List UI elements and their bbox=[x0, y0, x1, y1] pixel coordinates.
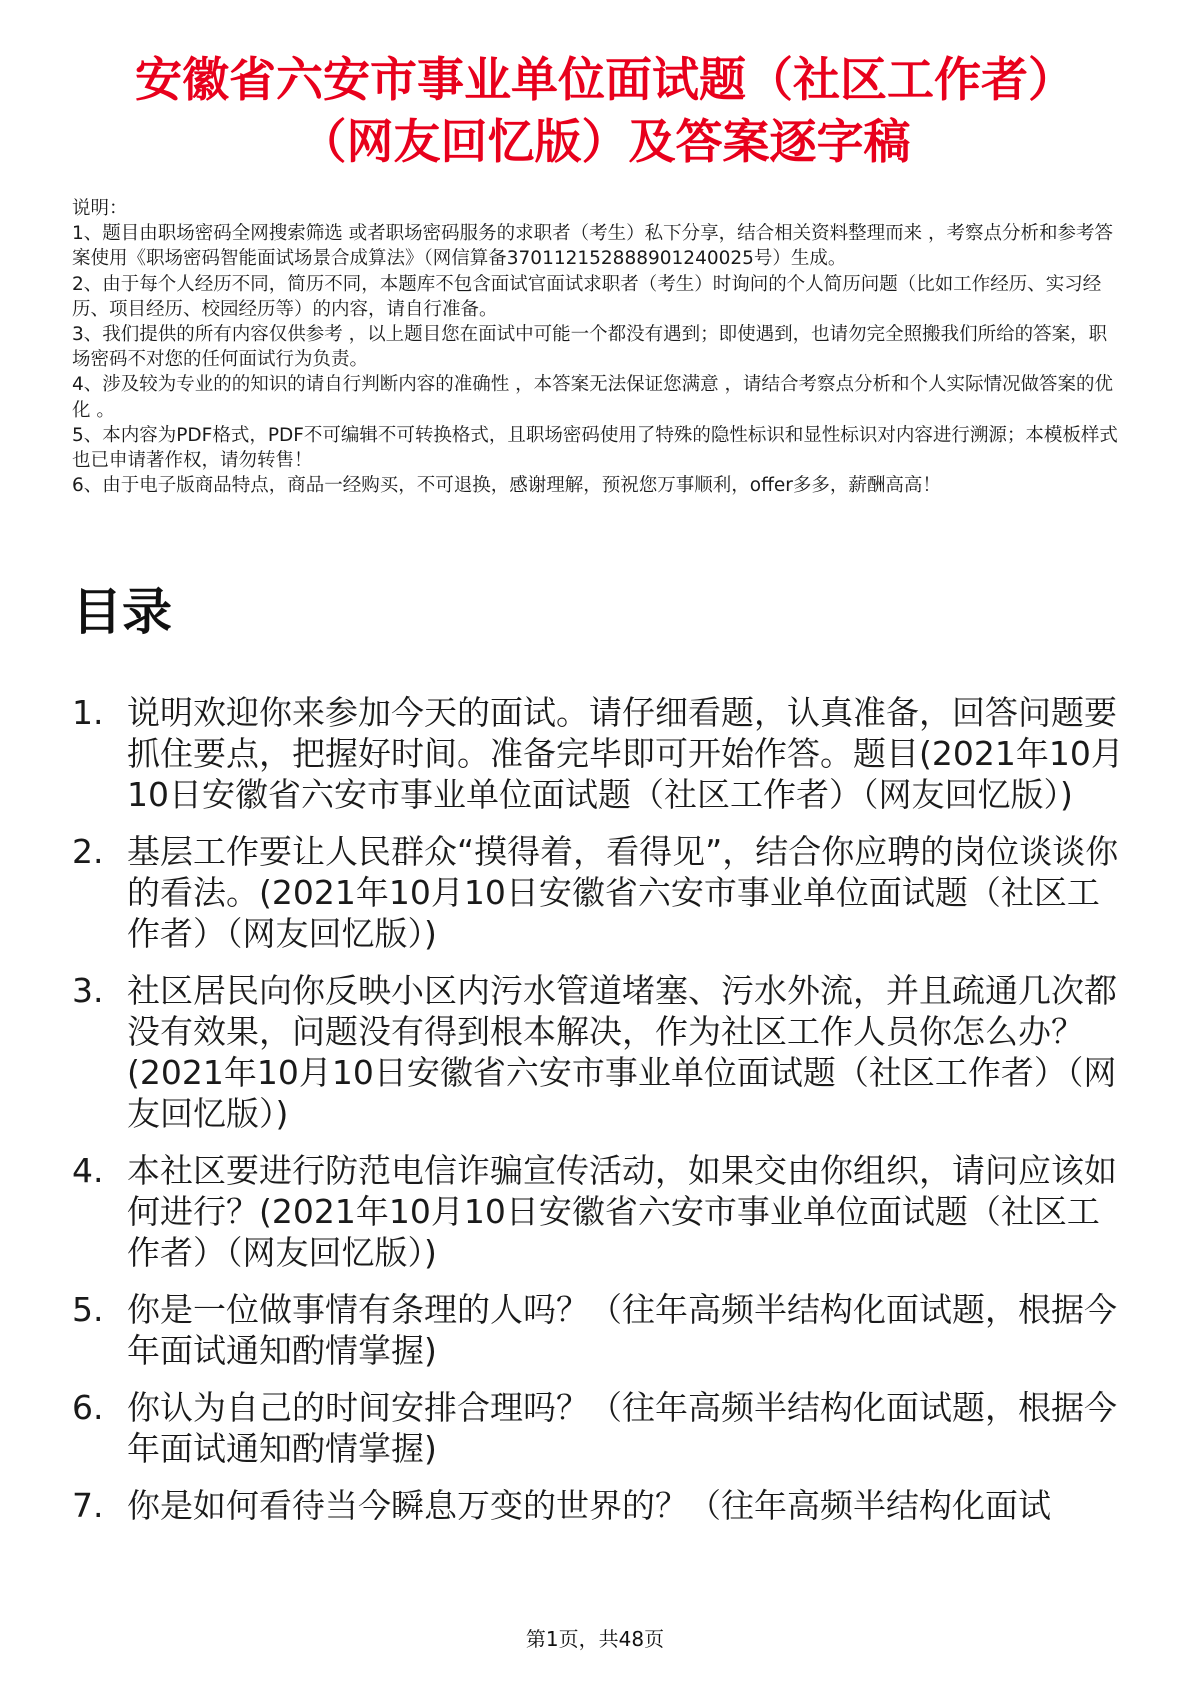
title-line-1: 安徽省六安市事业单位面试题（社区工作者） bbox=[135, 53, 1075, 108]
toc-item[interactable] bbox=[72, 1289, 1130, 1371]
notes-item: 5、本内容为PDF格式，PDF不可编辑不可转换格式，且职场密码使用了特殊的隐性标识和显性标识对内容进行溯源；本模板样式也已申请著作权，请勿转售！ bbox=[72, 424, 1118, 472]
toc-item[interactable] bbox=[72, 692, 1130, 815]
toc-item-number: 6. bbox=[72, 1388, 104, 1427]
notes-item: 3、我们提供的所有内容仅供参考 ，以上题目您在面试中可能一个都没有遇到；即使遇到，也请勿完全照搬我们所给的答案，职场密码不对您的任何面试行为负责。 bbox=[72, 324, 1108, 371]
title-line-2: （网友回忆版）及答案逐字稿 bbox=[299, 115, 911, 170]
notes-heading: 说明： bbox=[72, 198, 128, 219]
page-number: 第1页，共48页 bbox=[525, 1627, 665, 1651]
toc-list bbox=[72, 692, 1130, 1542]
toc-item-number: 5. bbox=[72, 1290, 104, 1329]
disclaimer-notes bbox=[72, 196, 1120, 498]
toc-item[interactable] bbox=[72, 970, 1130, 1134]
toc-item[interactable] bbox=[72, 1150, 1130, 1273]
toc-item-text: 你是一位做事情有条理的人吗？（往年高频半结构化面试题，根据今年面试通知酌情掌握) bbox=[127, 1290, 1117, 1370]
toc-item[interactable] bbox=[72, 1485, 1130, 1526]
document-title bbox=[60, 50, 1150, 174]
toc-item-text: 你是如何看待当今瞬息万变的世界的？（往年高频半结构化面试 bbox=[127, 1486, 1051, 1525]
toc-item-text: 你认为自己的时间安排合理吗？（往年高频半结构化面试题，根据今年面试通知酌情掌握) bbox=[127, 1388, 1117, 1468]
toc-heading: 目录 bbox=[72, 583, 172, 641]
notes-item: 6、由于电子版商品特点，商品一经购买，不可退换，感谢理解，预祝您万事顺利，offer多多，薪酬高高！ bbox=[72, 475, 941, 497]
toc-item[interactable] bbox=[72, 831, 1130, 954]
toc-item-text: 基层工作要让人民群众“摸得着，看得见”，结合你应聘的岗位谈谈你的看法。(2021年10月10日安徽省六安市事业单位面试题（社区工作者）（网友回忆版）) bbox=[127, 832, 1119, 953]
toc-item[interactable] bbox=[72, 1387, 1130, 1469]
toc-item-text: 社区居民向你反映小区内污水管道堵塞、污水外流，并且疏通几次都没有效果，问题没有得到根本解决，作为社区工作人员你怎么办？(2021年10月10日安徽省六安市事业单位面试题（社区工作者）（网友回忆版）) bbox=[127, 971, 1117, 1133]
toc-item-text: 说明欢迎你来参加今天的面试。请仔细看题，认真准备，回答问题要抓住要点，把握好时间。准备完毕即可开始作答。题目(2021年10月10日安徽省六安市事业单位面试题（社区工作者）（网友回忆版）) bbox=[127, 693, 1124, 814]
toc-item-number: 4. bbox=[72, 1151, 104, 1190]
toc-item-number: 3. bbox=[72, 971, 104, 1010]
toc-item-number: 1. bbox=[72, 693, 104, 732]
notes-item: 2、由于每个人经历不同，简历不同，本题库不包含面试官面试求职者（考生）时询问的个人简历问题（比如工作经历、实习经历、项目经历、校园经历等）的内容，请自行准备。 bbox=[72, 273, 1102, 320]
toc-item-number: 7. bbox=[72, 1486, 104, 1525]
notes-item: 1、题目由职场密码全网搜索筛选 或者职场密码服务的求职者（考生）私下分享，结合相关资料整理而来 ，考察点分析和参考答案使用《职场密码智能面试场景合成算法》（网信算备370112152888901240025号）生成。 bbox=[72, 223, 1114, 270]
notes-item: 4、涉及较为专业的的知识的请自行判断内容的准确性 ，本答案无法保证您满意 ，请结合考察点分析和个人实际情况做答案的优化 。 bbox=[72, 374, 1114, 421]
toc-item-number: 2. bbox=[72, 832, 104, 871]
toc-item-text: 本社区要进行防范电信诈骗宣传活动，如果交由你组织，请问应该如何进行？(2021年10月10日安徽省六安市事业单位面试题（社区工作者）（网友回忆版）) bbox=[127, 1151, 1117, 1272]
